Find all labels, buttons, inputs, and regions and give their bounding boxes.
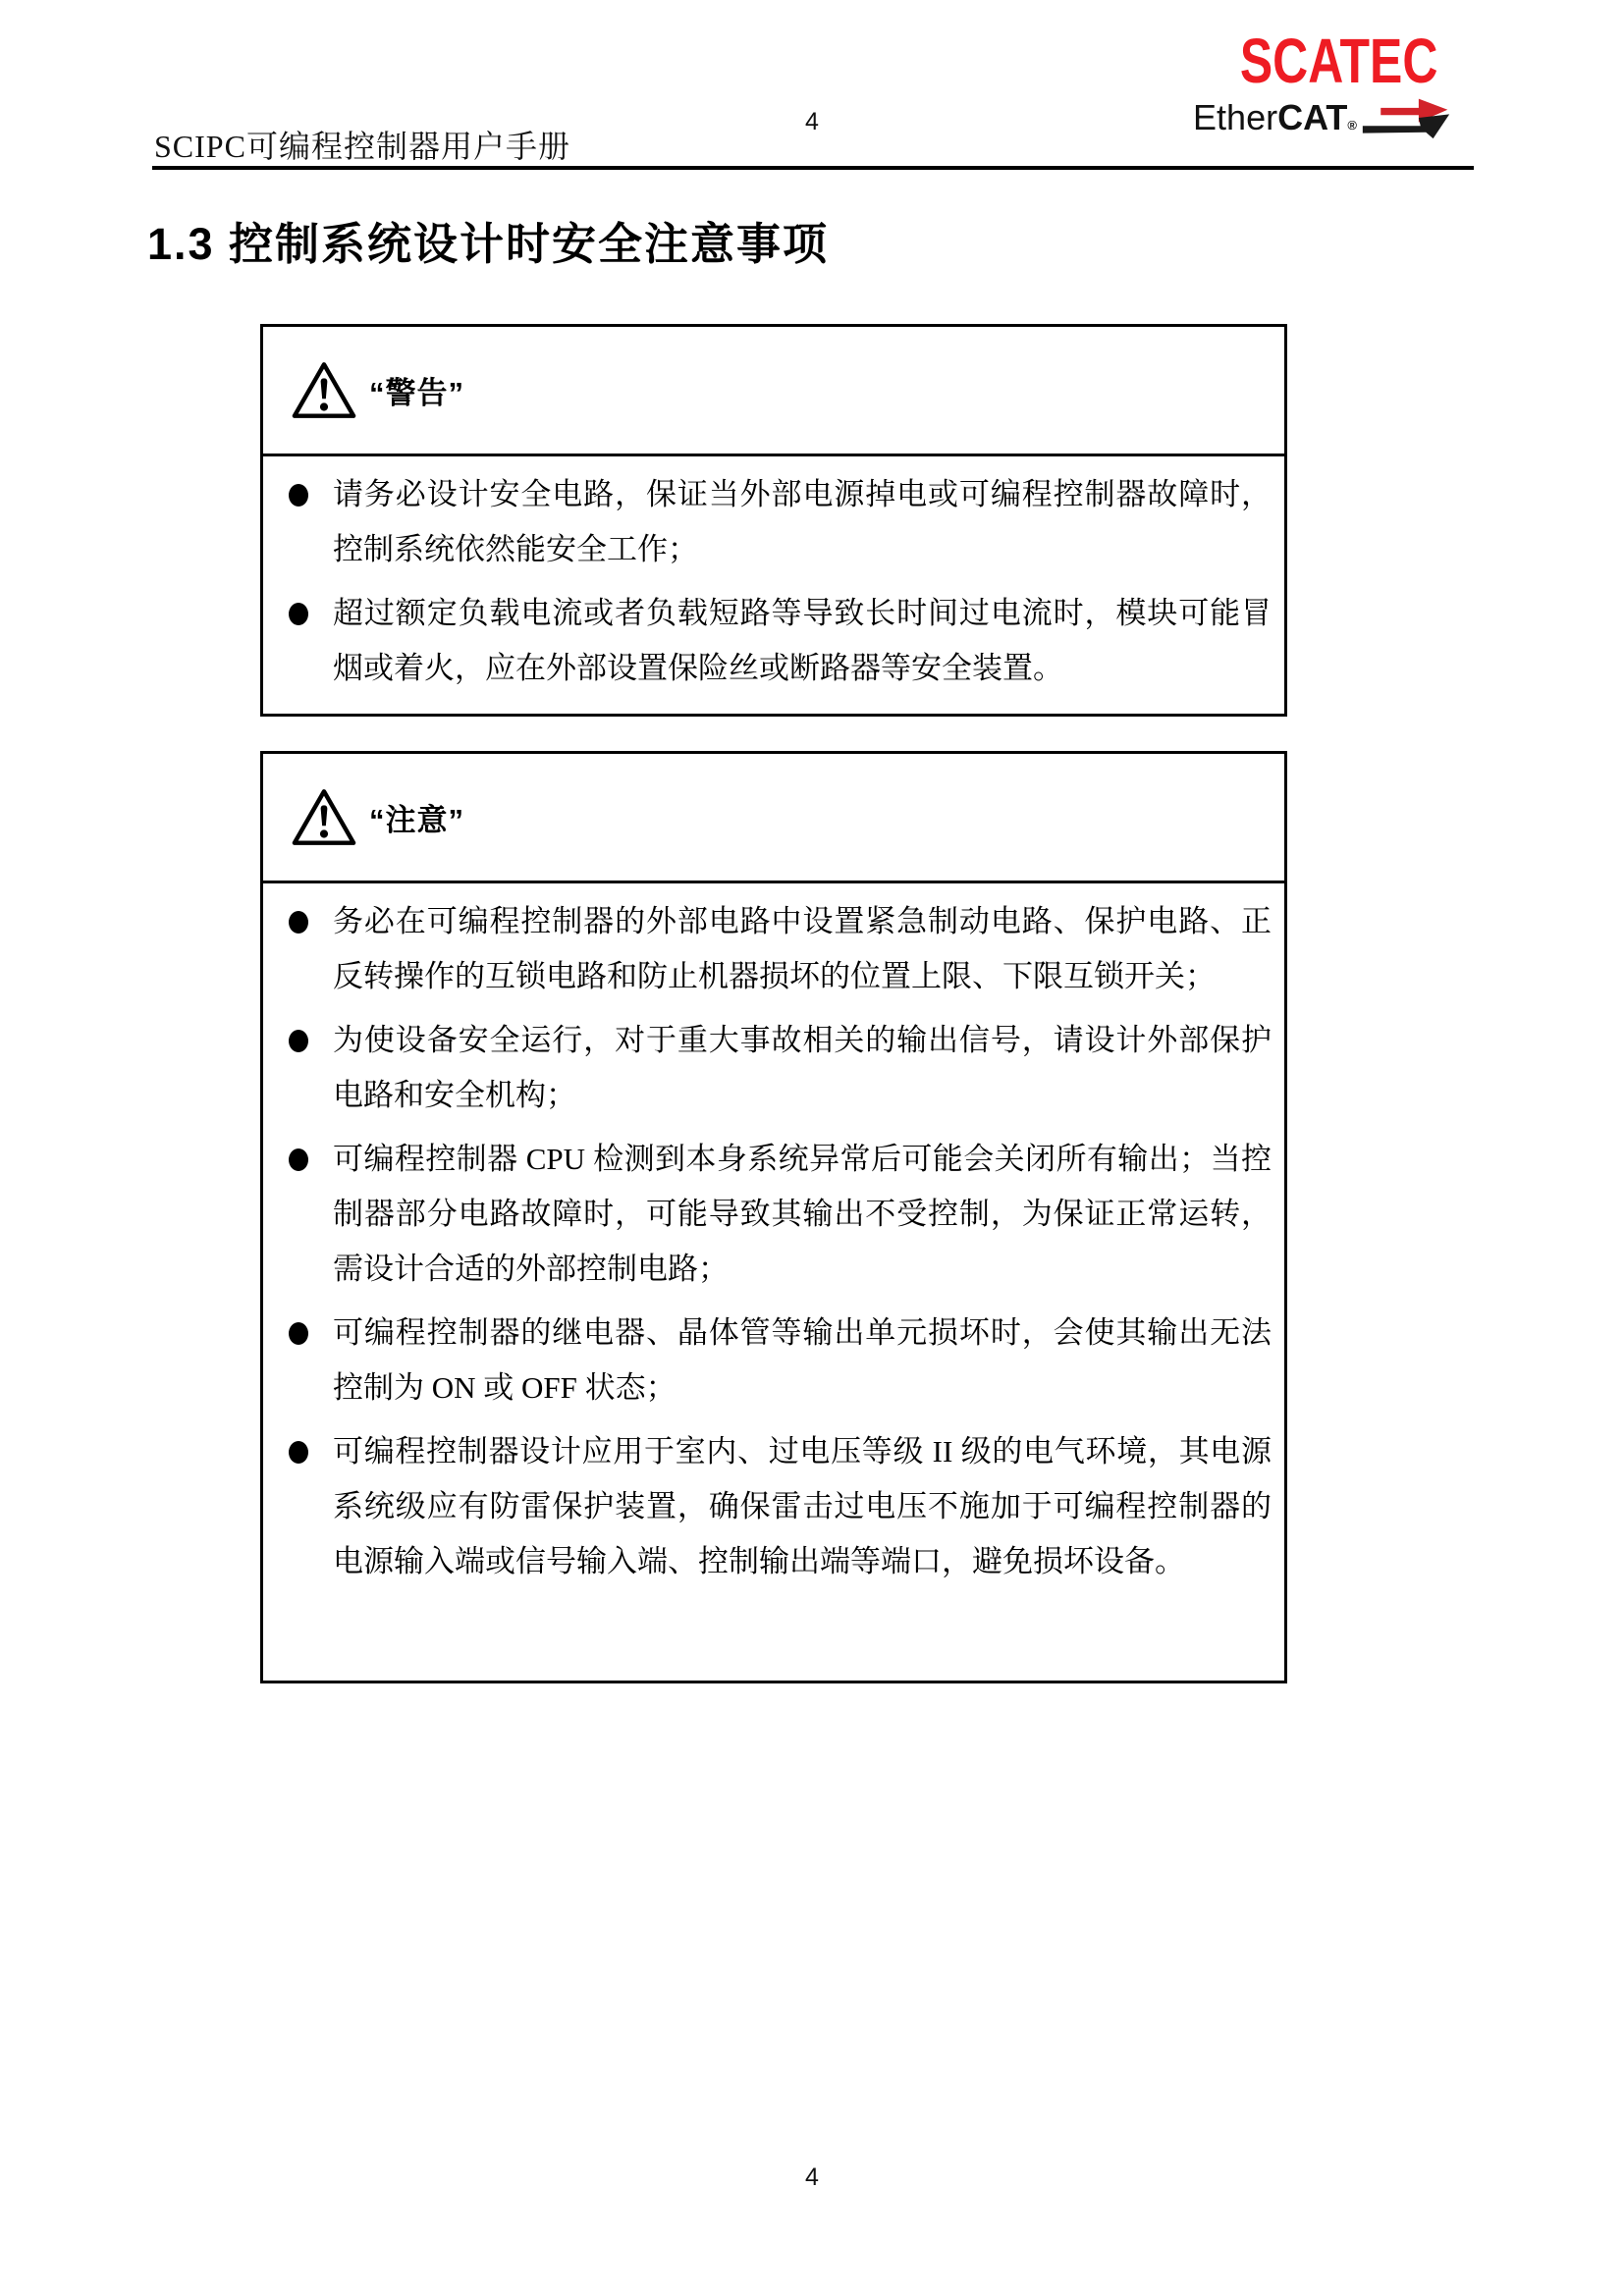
warning-triangle-icon	[291, 786, 357, 848]
warning-box-label: “警告”	[369, 376, 464, 410]
warning-box	[260, 324, 1287, 717]
bullet-icon	[289, 603, 308, 625]
list-item	[263, 894, 1284, 1004]
ethercat-arrows-icon	[1361, 95, 1451, 140]
brand-block	[1184, 26, 1451, 140]
bullet-icon	[289, 1322, 308, 1345]
list-item	[263, 1132, 1284, 1297]
list-item-text: 可编程控制器的继电器、晶体管等输出单元损坏时，会使其输出无法控制为 ON 或 OFF 状态；	[333, 1315, 1272, 1405]
bullet-icon	[289, 1441, 308, 1464]
bullet-icon	[289, 1148, 308, 1171]
warning-box-header	[263, 327, 1284, 456]
list-item	[263, 467, 1284, 577]
list-item-text: 超过额定负载电流或者负载短路等导致长时间过电流时，模块可能冒烟或着火，应在外部设置保险丝或断路器等安全装置。	[333, 596, 1272, 685]
bullet-icon	[289, 1030, 308, 1052]
header-divider	[152, 166, 1474, 170]
list-item	[263, 1424, 1284, 1589]
warning-triangle-icon	[291, 359, 357, 421]
list-item-text: 可编程控制器设计应用于室内、过电压等级 II 级的电气环境，其电源系统级应有防雷保护装置，确保雷击过电压不施加于可编程控制器的电源输入端或信号输入端、控制输出端等端口，避免损坏设备。	[333, 1434, 1272, 1578]
list-item	[263, 1306, 1284, 1415]
list-item-text: 为使设备安全运行，对于重大事故相关的输出信号，请设计外部保护电路和安全机构；	[333, 1023, 1272, 1112]
section-title: 1.3 控制系统设计时安全注意事项	[147, 219, 830, 269]
bullet-icon	[289, 911, 308, 934]
ethercat-logo	[1184, 95, 1451, 140]
list-item	[263, 586, 1284, 696]
ethercat-logo-text: EtherCAT®	[1193, 97, 1357, 137]
list-item-text: 可编程控制器 CPU 检测到本身系统异常后可能会关闭所有输出；当控制器部分电路故障时，可能导致其输出不受控制，为保证正常运转，需设计合适的外部控制电路；	[333, 1142, 1272, 1286]
caution-box-body	[263, 883, 1284, 1607]
caution-box-header	[263, 754, 1284, 883]
list-item	[263, 1013, 1284, 1123]
bullet-icon	[289, 484, 308, 507]
scatec-logo: SCATEC	[1239, 26, 1437, 96]
document-title: SCIPC可编程控制器用户手册	[154, 129, 570, 164]
list-item-text: 请务必设计安全电路，保证当外部电源掉电或可编程控制器故障时，控制系统依然能安全工作；	[333, 477, 1272, 566]
caution-box	[260, 751, 1287, 1683]
list-item-text: 务必在可编程控制器的外部电路中设置紧急制动电路、保护电路、正反转操作的互锁电路和防止机器损坏的位置上限、下限互锁开关；	[333, 904, 1272, 993]
warning-box-body	[263, 456, 1284, 714]
header-page-number: 4	[805, 108, 819, 135]
caution-box-label: “注意”	[369, 803, 464, 837]
footer-page-number: 4	[805, 2163, 819, 2191]
